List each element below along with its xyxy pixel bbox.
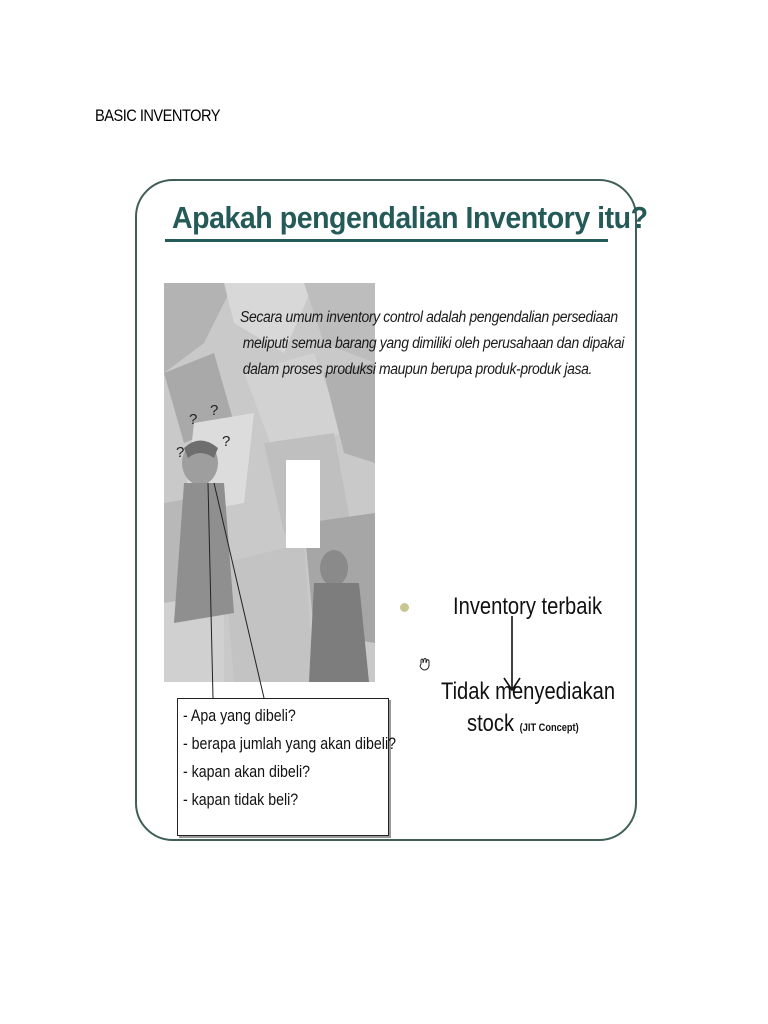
- question-item: - kapan tidak beli?: [183, 791, 299, 809]
- question-item: - berapa jumlah yang akan dibeli?: [183, 735, 396, 753]
- slide-title: Apakah pengendalian Inventory itu?: [172, 200, 648, 235]
- point-line-1: Tidak menyediakan: [441, 678, 616, 705]
- question-mark: ?: [210, 402, 219, 419]
- question-mark: ?: [222, 433, 231, 450]
- definition-line: Secara umum inventory control adalah pengendalian persediaan: [240, 309, 618, 326]
- point-heading: Inventory terbaik: [453, 593, 603, 620]
- bullet-dot-icon: [400, 603, 409, 612]
- hand-pointer-icon: [418, 657, 432, 671]
- point-line-2: [467, 710, 579, 738]
- document-header: BASIC INVENTORY: [95, 106, 220, 125]
- question-mark: ?: [189, 411, 198, 428]
- stock-label: stock: [467, 710, 515, 737]
- question-item: - kapan akan dibeli?: [183, 763, 311, 781]
- jit-note: (JIT Concept): [519, 722, 579, 734]
- question-item: - Apa yang dibeli?: [183, 707, 296, 725]
- definition-line: meliputi semua barang yang dimiliki oleh perusahaan dan dipakai: [242, 335, 625, 352]
- definition-text: [240, 305, 630, 383]
- definition-line: dalam proses produksi maupun berupa produk-produk jasa.: [242, 361, 593, 378]
- title-underline: [165, 239, 608, 242]
- question-mark: ?: [176, 444, 185, 461]
